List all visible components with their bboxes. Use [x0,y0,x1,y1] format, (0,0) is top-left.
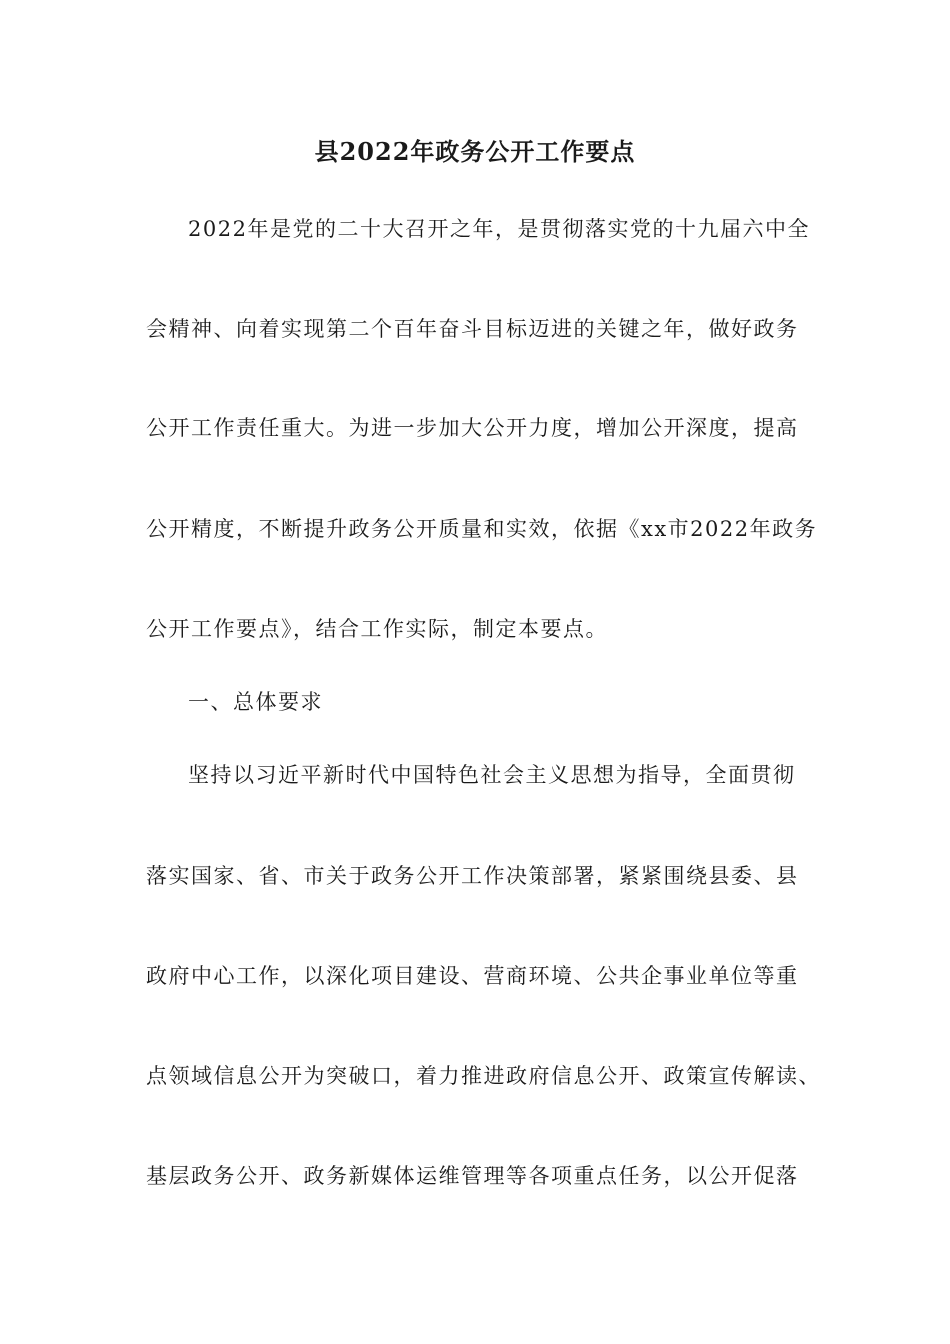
paragraph-line: 公开精度，不断提升政务公开质量和实效，依据《xx市2022年政务 [146,517,818,541]
paragraph-line: 公开工作责任重大。为进一步加大公开力度，增加公开深度，提高 [146,416,799,440]
paragraph-line: 2022年是党的二十大召开之年，是贯彻落实党的十九届六中全 [188,217,810,241]
paragraph-line: 落实国家、省、市关于政务公开工作决策部署，紧紧围绕县委、县 [146,864,799,888]
paragraph-line: 政府中心工作，以深化项目建设、营商环境、公共企事业单位等重 [146,964,799,988]
document-title: 县2022年政务公开工作要点 [314,137,636,166]
paragraph-line: 坚持以习近平新时代中国特色社会主义思想为指导，全面贯彻 [188,763,796,787]
paragraph-line: 基层政务公开、政务新媒体运维管理等各项重点任务，以公开促落 [146,1164,799,1188]
paragraph-line: 点领域信息公开为突破口，着力推进政府信息公开、政策宣传解读、 [146,1064,821,1088]
section-heading: 一、总体要求 [188,690,323,714]
paragraph-line: 会精神、向着实现第二个百年奋斗目标迈进的关键之年，做好政务 [146,317,799,341]
paragraph-line: 公开工作要点》，结合工作实际，制定本要点。 [146,617,608,641]
